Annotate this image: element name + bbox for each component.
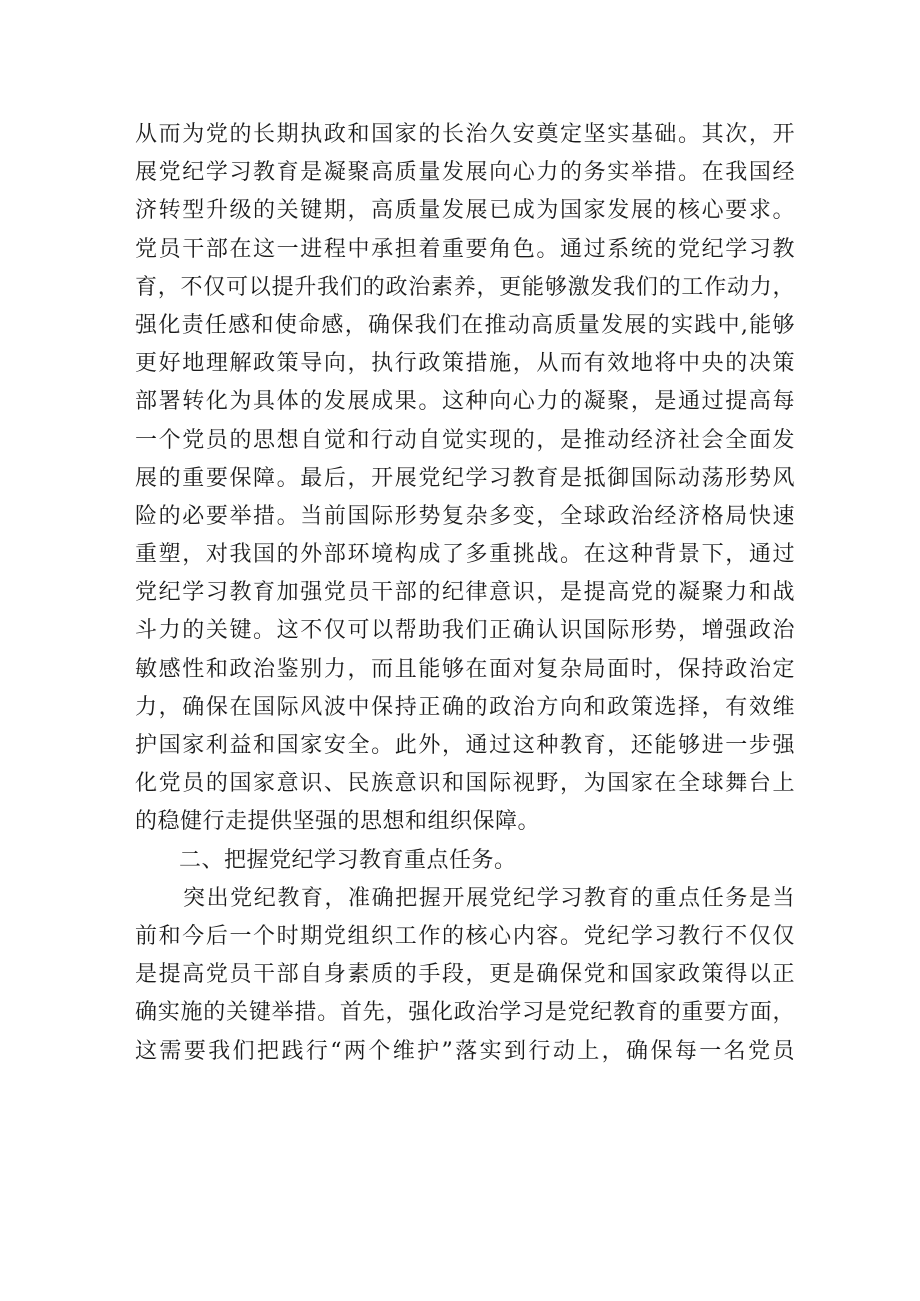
text-line: 的稳健行走提供坚强的思想和组织保障。 [135, 809, 541, 835]
text-line: 强化责任感和使命感，确保我们在推动高质量发展的实践中,能够 [135, 312, 795, 338]
text-line: 展的重要保障。最后，开展党纪学习教育是抵御国际动荡形势风 [135, 465, 795, 491]
text-line: 从而为党的长期执政和国家的长治久安奠定坚实基础。其次，开 [135, 122, 795, 147]
text-line: 确实施的关键举措。首先，强化政治学习是党纪教育的重要方面， [135, 1000, 795, 1026]
text-line: 展党纪学习教育是凝聚高质量发展向心力的务实举措。在我国经 [135, 160, 795, 186]
text-line: 更好地理解政策导向，执行政策措施，从而有效地将中央的决策 [135, 351, 795, 377]
text-line: 济转型升级的关键期，高质量发展已成为国家发展的核心要求。 [135, 198, 795, 224]
text-line: 党纪学习教育加强党员干部的纪律意识，是提高党的凝聚力和战 [135, 580, 795, 606]
text-line: 前和今后一个时期党组织工作的核心内容。党纪学习教行不仅仅 [135, 923, 795, 949]
text-line: 育，不仅可以提升我们的政治素养，更能够激发我们的工作动力， [135, 274, 795, 300]
text-line: 部署转化为具体的发展成果。这种向心力的凝聚，是通过提高每 [135, 389, 795, 415]
text-line: 化党员的国家意识、民族意识和国际视野，为国家在全球舞台上 [135, 771, 795, 797]
text-line: 斗力的关键。这不仅可以帮助我们正确认识国际形势，增强政治 [135, 618, 795, 644]
section-heading: 二、把握党纪学习教育重点任务。 [179, 847, 517, 873]
text-line: 护国家利益和国家安全。此外，通过这种教育，还能够进一步强 [135, 733, 795, 758]
text-line: 这需要我们把践行“两个维护”落实到行动上，确保每一名党员 [135, 1038, 795, 1064]
text-line: 险的必要举措。当前国际形势复杂多变，全球政治经济格局快速 [135, 503, 795, 529]
paragraph-first-line: 突出党纪教育，准确把握开展党纪学习教育的重点任务是当 [183, 885, 795, 911]
text-line: 重塑，对我国的外部环境构成了多重挑战。在这种背景下，通过 [135, 542, 795, 568]
text-line: 党员干部在这一进程中承担着重要角色。通过系统的党纪学习教 [135, 236, 795, 262]
text-line: 一个党员的思想自觉和行动自觉实现的，是推动经济社会全面发 [135, 427, 795, 453]
text-line: 力，确保在国际风波中保持正确的政治方向和政策选择，有效维 [135, 694, 795, 720]
text-line: 是提高党员干部自身素质的手段，更是确保党和国家政策得以正 [135, 962, 795, 988]
text-line: 敏感性和政治鉴别力，而且能够在面对复杂局面时，保持政治定 [135, 656, 795, 682]
